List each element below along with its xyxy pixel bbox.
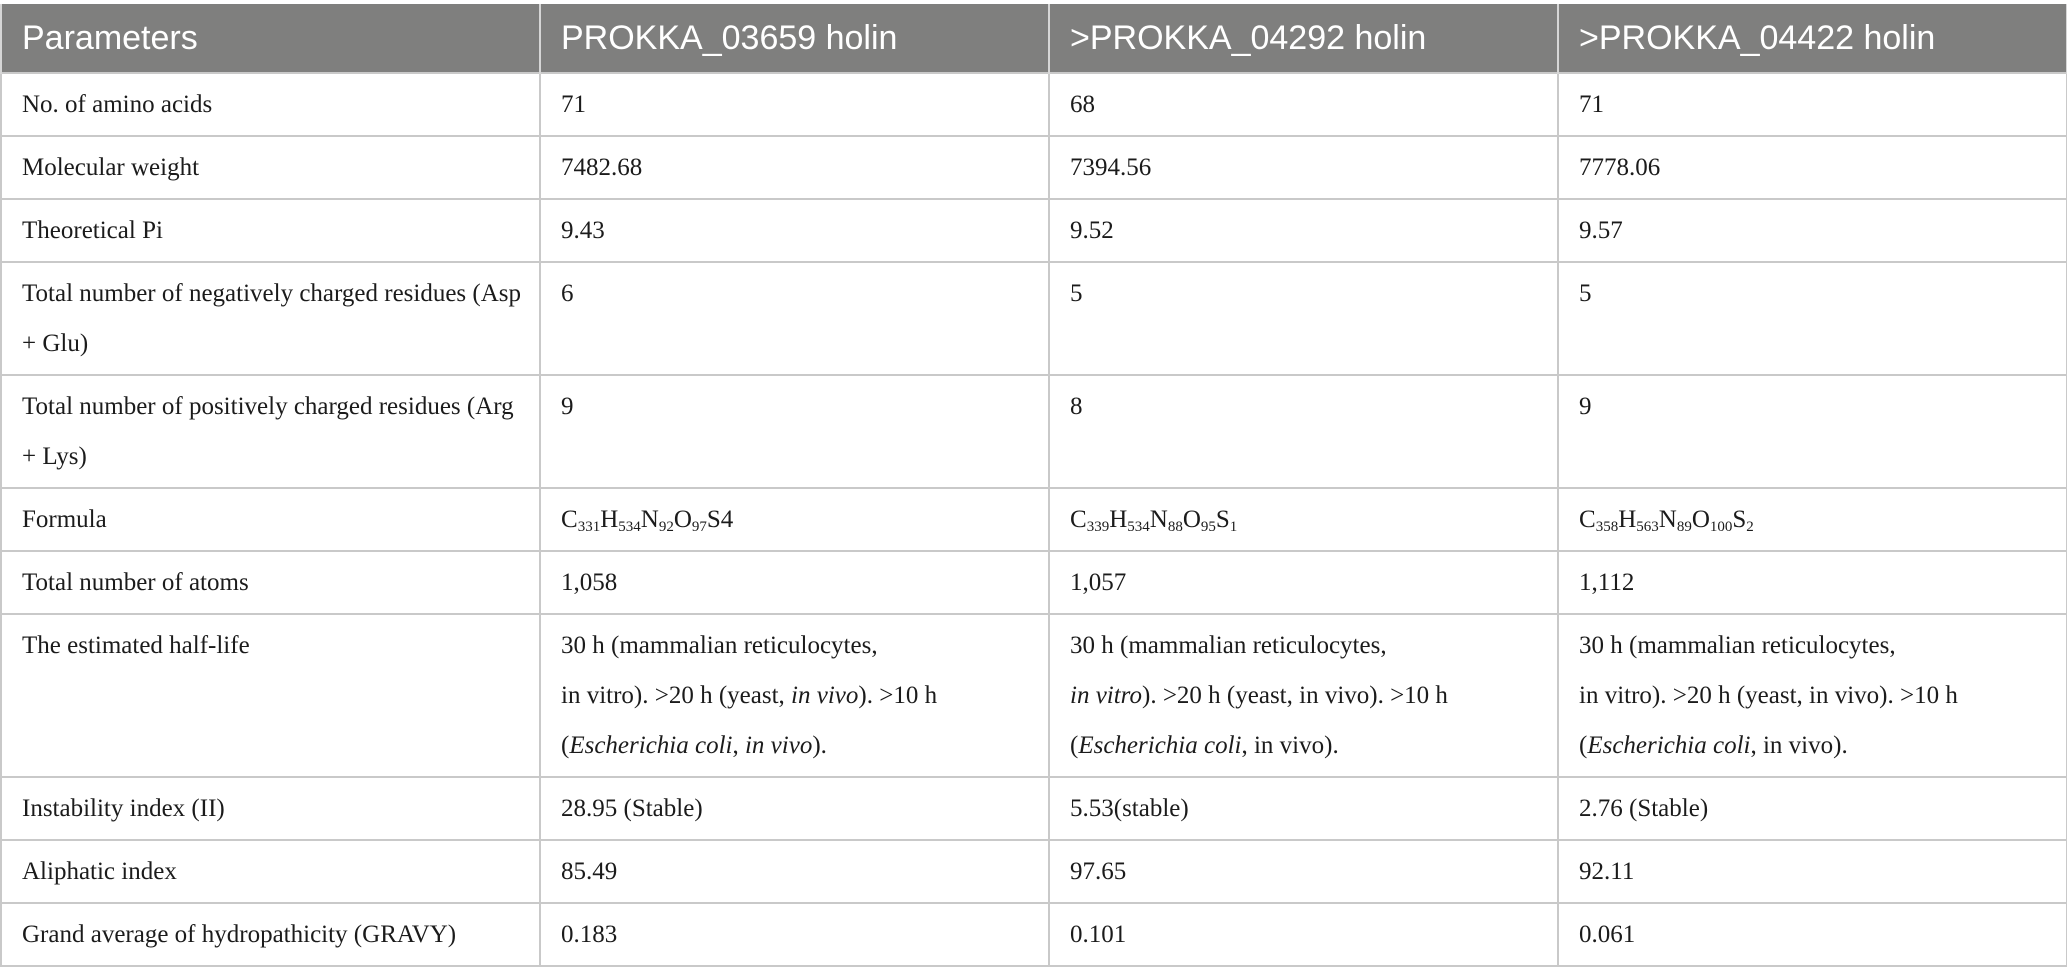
text-segment: ( — [1070, 732, 1079, 759]
value-cell: 0.101 — [1049, 903, 1558, 966]
text-segment: ). >10 h — [858, 682, 938, 709]
value-cell: 0.061 — [1558, 903, 2067, 966]
formula-subscript: 339 — [1086, 519, 1110, 535]
formula-element: N — [1149, 506, 1168, 533]
protein-parameters-table — [0, 4, 2067, 967]
text-segment: in vitro). >20 h (yeast, in vivo). >10 h — [1579, 682, 1958, 709]
formula-subscript: 358 — [1595, 519, 1619, 535]
param-cell: Grand average of hydropathicity (GRAVY) — [1, 903, 540, 966]
italic-segment: Escherichia coli — [1078, 732, 1242, 759]
text-segment: ( — [1579, 732, 1588, 759]
text-segment: ). >20 h (yeast, in vivo). >10 h — [1142, 682, 1448, 709]
text-segment: 30 h (mammalian reticulocytes, — [1579, 632, 1896, 659]
text-segment: , in vivo). — [1241, 732, 1339, 759]
formula-subscript: 89 — [1676, 519, 1692, 535]
formula-element: N — [1658, 506, 1677, 533]
value-cell: 1,112 — [1558, 551, 2067, 614]
table-row — [1, 262, 2067, 375]
table-row — [1, 840, 2067, 903]
formula-subscript: 97 — [691, 519, 707, 535]
half-life-cell — [1049, 614, 1558, 777]
table-row — [1, 73, 2067, 136]
italic-segment: in vitro — [1070, 682, 1142, 709]
formula-element: O — [673, 506, 692, 533]
formula-element: C — [561, 506, 578, 533]
table-row — [1, 375, 2067, 488]
formula-subscript: 88 — [1167, 519, 1183, 535]
value-cell: 5 — [1558, 262, 2067, 375]
formula-subscript: 92 — [658, 519, 674, 535]
table-row — [1, 777, 2067, 840]
text-segment: ). — [812, 732, 827, 759]
table-header — [1, 4, 2067, 73]
italic-segment: Escherichia coli — [1587, 732, 1751, 759]
formula-subscript: 2 — [1746, 519, 1754, 535]
value-cell: 7482.68 — [540, 136, 1049, 199]
param-cell: The estimated half-life — [1, 614, 540, 777]
table-row — [1, 199, 2067, 262]
value-cell: 9.43 — [540, 199, 1049, 262]
param-cell: Theoretical Pi — [1, 199, 540, 262]
header-prokka-04292: >PROKKA_04292 holin — [1049, 4, 1558, 73]
formula-subscript: 1 — [1229, 519, 1238, 535]
value-cell: 9.52 — [1049, 199, 1558, 262]
param-cell: Aliphatic index — [1, 840, 540, 903]
value-cell: 1,058 — [540, 551, 1049, 614]
value-cell: 7778.06 — [1558, 136, 2067, 199]
italic-segment: in vivo — [744, 732, 813, 759]
param-cell: Total number of atoms — [1, 551, 540, 614]
param-cell: Molecular weight — [1, 136, 540, 199]
half-life-cell — [1558, 614, 2067, 777]
formula-cell — [540, 488, 1049, 551]
table-body — [1, 73, 2067, 966]
text-segment: 30 h (mammalian reticulocytes, — [1070, 632, 1387, 659]
italic-segment: Escherichia coli — [569, 732, 733, 759]
value-cell: 9.57 — [1558, 199, 2067, 262]
value-cell: 2.76 (Stable) — [1558, 777, 2067, 840]
formula-element: N — [640, 506, 659, 533]
formula-element: C — [1070, 506, 1087, 533]
formula-element: O — [1182, 506, 1201, 533]
value-cell: 92.11 — [1558, 840, 2067, 903]
value-cell: 71 — [1558, 73, 2067, 136]
formula-element: S — [1732, 506, 1747, 533]
value-cell: 68 — [1049, 73, 1558, 136]
header-parameters: Parameters — [1, 4, 540, 73]
value-cell: 9 — [540, 375, 1049, 488]
formula-subscript: 534 — [1127, 519, 1150, 535]
formula-subscript: 563 — [1636, 519, 1659, 535]
text-segment: ( — [561, 732, 570, 759]
param-cell: Total number of positively charged residues (Arg + Lys) — [1, 375, 540, 488]
text-segment: , in vivo). — [1750, 732, 1848, 759]
param-cell: No. of amino acids — [1, 73, 540, 136]
param-cell: Formula — [1, 488, 540, 551]
param-cell: Instability index (II) — [1, 777, 540, 840]
italic-segment: in vivo — [791, 682, 859, 709]
value-cell: 85.49 — [540, 840, 1049, 903]
header-row — [1, 4, 2067, 73]
formula-element: S — [1215, 506, 1230, 533]
text-segment: ). >20 h (yeast, — [633, 682, 792, 709]
table-row — [1, 488, 2067, 551]
value-cell: 0.183 — [540, 903, 1049, 966]
value-cell: 9 — [1558, 375, 2067, 488]
formula-count: 4 — [720, 506, 734, 533]
text-segment: in vitro — [561, 682, 634, 709]
formula-subscript: 100 — [1709, 519, 1733, 535]
value-cell: 5 — [1049, 262, 1558, 375]
text-segment: , — [732, 732, 745, 759]
table-row — [1, 614, 2067, 777]
half-life-cell — [540, 614, 1049, 777]
formula-element: H — [1618, 506, 1637, 533]
header-prokka-03659: PROKKA_03659 holin — [540, 4, 1049, 73]
formula-element: O — [1691, 506, 1710, 533]
formula-element: S — [706, 506, 721, 533]
param-cell: Total number of negatively charged residues (Asp + Glu) — [1, 262, 540, 375]
formula-element: H — [600, 506, 619, 533]
formula-subscript: 534 — [618, 519, 641, 535]
value-cell: 7394.56 — [1049, 136, 1558, 199]
value-cell: 6 — [540, 262, 1049, 375]
header-prokka-04422: >PROKKA_04422 holin — [1558, 4, 2067, 73]
formula-cell — [1558, 488, 2067, 551]
formula-cell — [1049, 488, 1558, 551]
formula-subscript: 331 — [577, 519, 601, 535]
formula-element: C — [1579, 506, 1596, 533]
value-cell: 5.53(stable) — [1049, 777, 1558, 840]
formula-subscript: 95 — [1200, 519, 1216, 535]
table-row — [1, 551, 2067, 614]
value-cell: 28.95 (Stable) — [540, 777, 1049, 840]
value-cell: 1,057 — [1049, 551, 1558, 614]
formula-element: H — [1109, 506, 1128, 533]
table-row — [1, 136, 2067, 199]
value-cell: 71 — [540, 73, 1049, 136]
value-cell: 8 — [1049, 375, 1558, 488]
value-cell: 97.65 — [1049, 840, 1558, 903]
text-segment: 30 h (mammalian reticulocytes, — [561, 632, 878, 659]
table-row — [1, 903, 2067, 966]
